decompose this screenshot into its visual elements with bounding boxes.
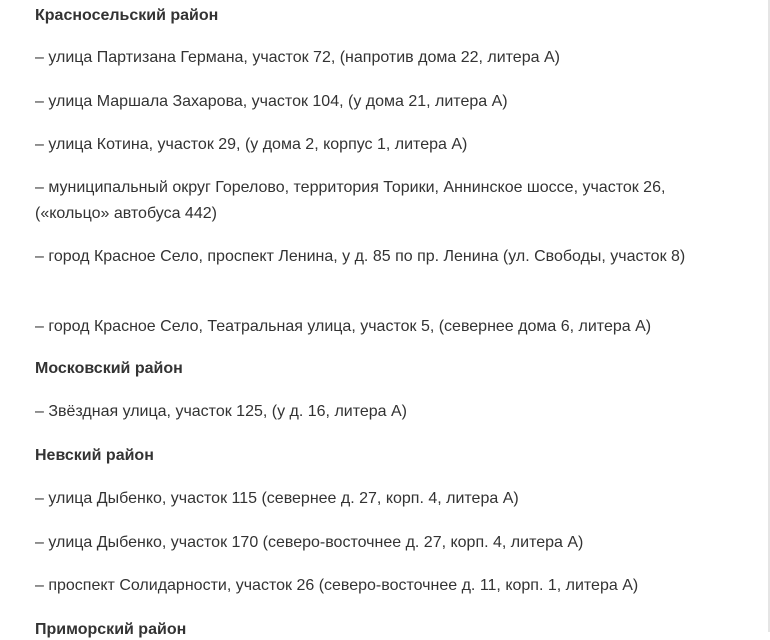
- list-item: – улица Дыбенко, участок 170 (северо-восточнее д. 27, корп. 4, литера А): [35, 534, 584, 551]
- district-heading: Московский район: [35, 360, 183, 377]
- list-item: – улица Партизана Германа, участок 72, (напротив дома 22, литера А): [35, 49, 560, 66]
- list-item: – проспект Солидарности, участок 26 (северо-восточнее д. 11, корп. 1, литера А): [35, 577, 639, 594]
- list-item: – город Красное Село, проспект Ленина, у д. 85 по пр. Ленина (ул. Свободы, участок 8): [35, 248, 686, 265]
- district-heading: Приморский район: [35, 621, 187, 638]
- list-item: – улица Котина, участок 29, (у дома 2, корпус 1, литера А): [35, 136, 468, 153]
- district-heading: Невский район: [35, 447, 154, 464]
- list-item: – город Красное Село, Театральная улица, участок 5, (севернее дома 6, литера А): [35, 318, 652, 335]
- list-item: – улица Маршала Захарова, участок 104, (у дома 21, литера А): [35, 93, 508, 110]
- list-item: – Звёздная улица, участок 125, (у д. 16, литера А): [35, 403, 408, 420]
- list-item: – улица Дыбенко, участок 115 (севернее д. 27, корп. 4, литера А): [35, 490, 519, 507]
- list-item: – муниципальный округ Горелово, территория Торики, Аннинское шоссе, участок 26, («кольцо» автобуса 442): [35, 179, 666, 222]
- district-heading: Красносельский район: [35, 7, 219, 24]
